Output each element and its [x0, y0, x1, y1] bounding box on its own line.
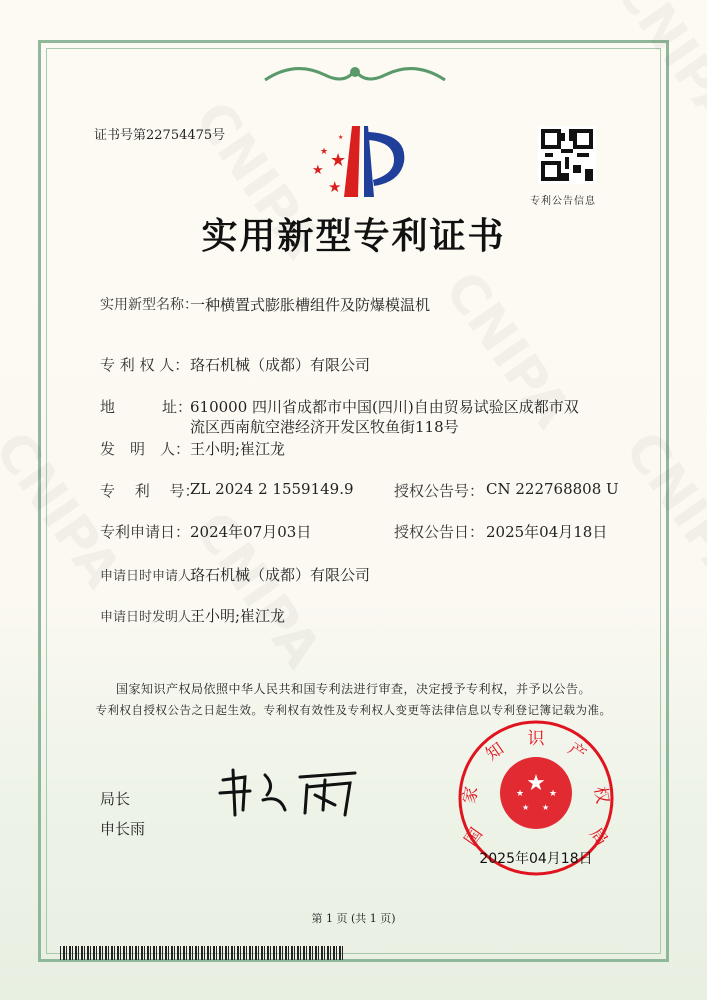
inventor-value: 王小明;崔江龙 [190, 440, 286, 458]
svg-text:★: ★ [320, 147, 329, 157]
patentee-value: 珞石机械（成都）有限公司 [190, 356, 371, 374]
grant-date-value: 2025年04月18日 [486, 523, 608, 541]
svg-text:★: ★ [526, 771, 546, 796]
grant-no-value: CN 222768808 U [486, 480, 619, 498]
ornament-top [255, 60, 455, 90]
seal-date: 2025年04月18日 [479, 851, 593, 867]
certificate-number: 证书号第22754475号 [94, 128, 226, 143]
svg-text:产: 产 [564, 738, 590, 765]
notice-line-2: 专利权自授权公告之日起生效。专利权有效性及专利权人变更等法律信息以专利登记簿记载为准。 [95, 703, 612, 717]
svg-text:权: 权 [589, 785, 613, 806]
svg-text:知: 知 [482, 738, 508, 765]
svg-text:★: ★ [549, 789, 558, 799]
name-label: 实用新型名称： [100, 297, 198, 313]
notice-line-1: 国家知识产权局依照中华人民共和国专利法进行审查，决定授予专利权，并予以公告。 [115, 682, 591, 696]
svg-text:局: 局 [585, 824, 612, 850]
page-title: 实用新型专利证书 [201, 215, 506, 257]
signature-image [215, 765, 365, 820]
address-line-1: 610000 四川省成都市中国(四川)自由贸易试验区成都市双 [190, 398, 579, 416]
app-date-value: 2024年07月03日 [190, 523, 312, 541]
qr-code[interactable] [538, 126, 596, 184]
svg-text:国: 国 [460, 824, 487, 850]
signatory-name: 申长雨 [100, 820, 146, 838]
grant-date-label: 授权公告日： [394, 523, 485, 541]
patent-no-label: 专 利 号： [100, 482, 200, 500]
svg-text:家: 家 [459, 785, 483, 806]
svg-text:识: 识 [527, 729, 545, 749]
qr-caption: 专利公告信息 [530, 196, 596, 207]
signatory-title: 局长 [100, 790, 131, 808]
cnipa-logo [300, 124, 415, 199]
patentee-label: 专 利 权 人： [100, 356, 190, 374]
svg-text:★: ★ [338, 134, 344, 141]
svg-text:★: ★ [522, 803, 530, 812]
svg-text:★: ★ [328, 178, 342, 196]
svg-text:★: ★ [542, 803, 550, 812]
inventor-label: 发 明 人： [100, 440, 191, 458]
name-value: 一种横置式膨胀槽组件及防爆模温机 [190, 296, 431, 314]
address-label: 地 [100, 398, 116, 416]
official-seal [456, 718, 616, 878]
svg-text:★: ★ [330, 150, 347, 171]
patent-no-value: ZL 2024 2 1559149.9 [190, 480, 354, 498]
app-date-label: 专利申请日： [100, 523, 191, 541]
svg-text:★: ★ [312, 163, 324, 178]
grant-no-label: 授权公告号： [394, 482, 485, 500]
barcode [60, 946, 345, 960]
svg-text:★: ★ [516, 789, 525, 799]
applicant-value: 珞石机械（成都）有限公司 [190, 566, 371, 584]
app-inventor-label: 申请日时发明人： [100, 610, 205, 625]
address-label-suffix: 址： [162, 398, 193, 416]
address-line-2: 流区西南航空港经济开发区牧鱼街118号 [190, 418, 459, 436]
page-footer: 第 1 页 (共 1 页) [311, 912, 396, 925]
app-inventor-value: 王小明;崔江龙 [190, 607, 286, 625]
applicant-label: 申请日时申请人： [100, 569, 205, 584]
